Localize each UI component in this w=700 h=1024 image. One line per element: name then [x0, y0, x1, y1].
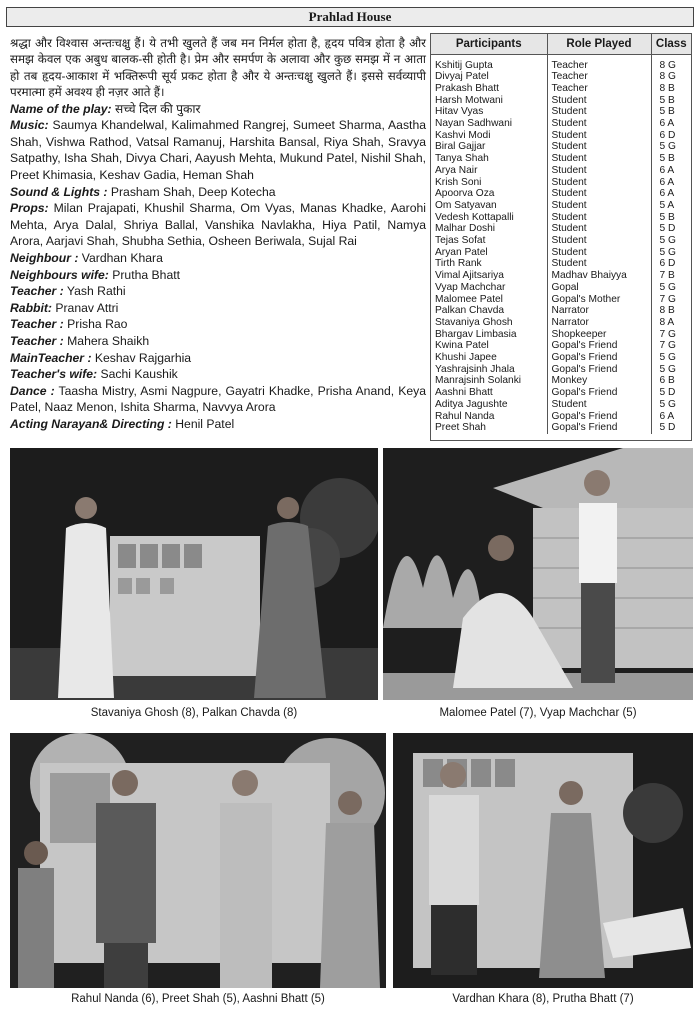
class-cell: 5 G	[659, 281, 676, 293]
credit-line	[10, 200, 426, 250]
table-row	[431, 130, 691, 142]
credit-label: Props:	[10, 201, 49, 216]
credit-line	[10, 366, 426, 383]
credit-line	[10, 101, 426, 118]
role-played: Student	[547, 106, 651, 118]
class-cell: 5 B	[659, 153, 675, 165]
column-header-role: Role Played	[547, 34, 651, 54]
participant-name: Vimal Ajitsariya	[431, 270, 547, 282]
role-played: Student	[547, 153, 651, 165]
participant-name: Vedesh Kottapalli	[431, 212, 547, 224]
credit-label: MainTeacher :	[10, 350, 92, 365]
credit-value: Mahera Shaikh	[63, 333, 150, 348]
role-played: Gopal's Friend	[547, 364, 651, 376]
credit-line	[10, 267, 426, 284]
class-cell: 8 G	[659, 71, 676, 83]
page-header	[6, 7, 694, 27]
credit-value: Keshav Rajgarhia	[91, 350, 192, 365]
class-cell: 5 B	[659, 211, 675, 223]
participant-name: Stavaniya Ghosh	[431, 317, 547, 329]
class-cell: 7 G	[659, 340, 676, 352]
credit-value: सच्चे दिल की पुकार	[111, 101, 201, 116]
participant-name: Tejas Sofat	[431, 235, 547, 247]
role-played: Student	[547, 212, 651, 224]
credit-line	[10, 117, 426, 183]
table-row	[431, 188, 691, 200]
class-cell: 7 B	[659, 270, 675, 282]
credit-label: Teacher :	[10, 317, 64, 332]
credit-value: Sachi Kaushik	[97, 367, 178, 382]
role-played: Narrator	[547, 317, 651, 329]
table-row	[431, 165, 691, 177]
photo-caption-1: Stavaniya Ghosh (8), Palkan Chavda (8)	[90, 707, 298, 719]
participant-name: Bhargav Limbasia	[431, 329, 547, 341]
role-played: Gopal	[547, 282, 651, 294]
credit-value: Prasham Shah, Deep Kotecha	[107, 184, 276, 199]
role-played: Teacher	[547, 71, 651, 83]
class-cell: 7 G	[659, 293, 676, 305]
table-row	[431, 352, 691, 364]
credit-line	[10, 383, 426, 416]
table-row	[431, 317, 691, 329]
participant-name: Malhar Doshi	[431, 223, 547, 235]
participant-name: Aryan Patel	[431, 247, 547, 259]
participant-name: Biral Gajjar	[431, 141, 547, 153]
table-header-row	[431, 34, 691, 54]
role-played: Gopal's Friend	[547, 411, 651, 423]
credit-label: Teacher :	[10, 284, 64, 299]
credit-label: Teacher's wife:	[10, 367, 98, 382]
credit-value: Yash Rathi	[63, 284, 126, 299]
credit-label: Teacher :	[10, 333, 64, 348]
participant-name: Yashrajsinh Jhala	[431, 364, 547, 376]
table-row	[431, 364, 691, 376]
role-played: Monkey	[547, 375, 651, 387]
credit-value: Prutha Bhatt	[108, 267, 180, 282]
table-row	[431, 282, 691, 294]
participant-name: Aditya Jagushte	[431, 399, 547, 411]
class-cell: 5 A	[659, 199, 675, 211]
house-title: Prahlad House	[308, 9, 392, 24]
table-row	[431, 83, 691, 95]
credit-label: Sound & Lights :	[10, 184, 108, 199]
credit-label: Name of the play:	[10, 101, 112, 116]
role-played: Student	[547, 141, 651, 153]
participant-name: Manrajsinh Solanki	[431, 375, 547, 387]
table-row	[431, 153, 691, 165]
participant-name: Aashni Bhatt	[431, 387, 547, 399]
credit-value: Prisha Rao	[63, 317, 128, 332]
participants-table	[430, 33, 692, 441]
role-played: Narrator	[547, 305, 651, 317]
column-header-class: Class	[651, 34, 691, 54]
participant-name: Om Satyavan	[431, 200, 547, 212]
role-played: Gopal's Friend	[547, 340, 651, 352]
photo-caption-2: Malomee Patel (7), Vyap Machchar (5)	[439, 707, 637, 719]
role-played: Student	[547, 258, 651, 270]
credit-line	[10, 300, 426, 317]
table-row	[431, 235, 691, 247]
credit-line	[10, 184, 426, 201]
role-played: Teacher	[547, 83, 651, 95]
participant-name: Arya Nair	[431, 165, 547, 177]
class-cell: 5 D	[659, 422, 676, 434]
class-cell: 5 D	[659, 387, 676, 399]
class-cell: 6 A	[659, 188, 675, 200]
role-played: Gopal's Friend	[547, 387, 651, 399]
stage-photo-4	[393, 733, 693, 988]
role-played: Teacher	[547, 54, 651, 71]
table-row	[431, 294, 691, 306]
credit-value: Vardhan Khara	[78, 250, 163, 265]
class-cell: 5 G	[659, 398, 676, 410]
photo-caption-3: Rahul Nanda (6), Preet Shah (5), Aashni Bhatt (5)	[71, 993, 325, 1005]
class-cell: 5 B	[659, 106, 675, 118]
role-played: Shopkeeper	[547, 329, 651, 341]
class-cell: 5 G	[659, 363, 676, 375]
table-row	[431, 387, 691, 399]
intro-paragraph: श्रद्धा और विश्वास अन्तःचक्षु हैं। ये तभी खुलते हैं जब मन निर्मल होता है, हृदय पवित्र होता है और समझ केवल एक अबुध बालक-सी होती है। प्रेम और समर्पण के अलावा और कुछ समझ में न आता हो तब हृदय-आकाश में भक्तिरूपी सूर्य प्रकट होता है और ये अन्तःचक्षु खुलते हैं। इससे सर्वव्यापी परमात्मा हमें अवश्य ही नज़र आते हैं।	[10, 36, 426, 100]
class-cell: 6 A	[659, 410, 675, 422]
class-cell: 6 A	[659, 176, 675, 188]
role-played: Student	[547, 223, 651, 235]
class-cell: 8 A	[659, 316, 675, 328]
participant-name: Palkan Chavda	[431, 305, 547, 317]
class-cell: 8 G	[659, 59, 676, 71]
role-played: Student	[547, 177, 651, 189]
credit-label: Dance :	[10, 383, 55, 398]
table-row	[431, 212, 691, 224]
class-cell: 5 G	[659, 246, 676, 258]
role-played: Gopal's Friend	[547, 352, 651, 364]
role-played: Student	[547, 118, 651, 130]
table-row	[431, 54, 691, 71]
participant-name: Nayan Sadhwani	[431, 118, 547, 130]
table-row	[431, 340, 691, 352]
role-played: Student	[547, 95, 651, 107]
table-row	[431, 141, 691, 153]
table-row	[431, 422, 691, 434]
table-row	[431, 177, 691, 189]
participant-name: Tanya Shah	[431, 153, 547, 165]
credits-list	[10, 101, 426, 433]
photo-caption-4: Vardhan Khara (8), Prutha Bhatt (7)	[452, 993, 634, 1005]
credit-value: Saumya Khandelwal, Kalimahmed Rangrej, Sumeet Sharma, Aastha Shah, Vishwa Rathod, Vatsal Ramanuj, Harshita Bansal, Riya Shah, Sravya Satpathy, Isha Shah, Divya Chari, Aayush Mehta, Mukund Patel, Nishil Shah, Preet Khimasia, Keshav Gadia, Heman Shah	[10, 118, 426, 182]
participant-name: Krish Soni	[431, 177, 547, 189]
credit-line	[10, 416, 426, 433]
credit-value: Milan Prajapati, Khushil Sharma, Om Vyas, Manas Khadke, Aarohi Mehta, Arya Dalal, Shriya Ballal, Vanshika Navlakha, Hiya Patil, Namya Arora, Aarjavi Shah, Shubha Sethia, Osheen Beriwala, Sujal Rai	[10, 201, 426, 249]
credit-label: Music:	[10, 118, 49, 133]
table-row	[431, 247, 691, 259]
credits-column	[10, 35, 426, 433]
stage-photo-2	[383, 448, 693, 700]
class-cell: 5 G	[659, 235, 676, 247]
credit-line	[10, 250, 426, 267]
role-played: Gopal's Friend	[547, 422, 651, 434]
role-played: Student	[547, 188, 651, 200]
class-cell: 6 A	[659, 118, 675, 130]
participant-name: Malomee Patel	[431, 294, 547, 306]
participant-name: Hitav Vyas	[431, 106, 547, 118]
participant-name: Kwina Patel	[431, 340, 547, 352]
class-cell: 6 B	[659, 375, 675, 387]
credit-label: Neighbours wife:	[10, 267, 109, 282]
credit-line	[10, 333, 426, 350]
table-row	[431, 106, 691, 118]
table-row	[431, 118, 691, 130]
credit-label: Rabbit:	[10, 300, 52, 315]
table-row	[431, 411, 691, 423]
credit-line	[10, 283, 426, 300]
class-cell: 7 G	[659, 328, 676, 340]
table-row	[431, 258, 691, 270]
participant-name: Vyap Machchar	[431, 282, 547, 294]
participant-name: Rahul Nanda	[431, 411, 547, 423]
class-cell: 6 A	[659, 164, 675, 176]
role-played: Student	[547, 247, 651, 259]
table-row	[431, 375, 691, 387]
class-cell: 6 D	[659, 258, 676, 270]
role-played: Student	[547, 399, 651, 411]
table-row	[431, 399, 691, 411]
role-played: Student	[547, 235, 651, 247]
credit-line	[10, 316, 426, 333]
class-cell: 6 D	[659, 129, 676, 141]
table-row	[431, 270, 691, 282]
table-row	[431, 223, 691, 235]
participant-name: Preet Shah	[431, 422, 547, 434]
participant-name: Khushi Japee	[431, 352, 547, 364]
class-cell: 5 G	[659, 141, 676, 153]
credit-label: Neighbour :	[10, 250, 79, 265]
credit-line	[10, 350, 426, 367]
role-played: Student	[547, 130, 651, 142]
credit-label: Acting Narayan& Directing :	[10, 416, 172, 431]
class-cell: 5 B	[659, 94, 675, 106]
column-header-participants: Participants	[431, 34, 547, 54]
table-row	[431, 95, 691, 107]
role-played: Student	[547, 200, 651, 212]
credit-value: Henil Patel	[171, 416, 235, 431]
participant-name: Tirth Rank	[431, 258, 547, 270]
table-row	[431, 71, 691, 83]
credit-value: Taasha Mistry, Asmi Nagpure, Gayatri Khadke, Prisha Anand, Keya Patel, Naaz Menon, Ishita Sharma, Navvya Arora	[10, 383, 426, 415]
role-played: Gopal's Mother	[547, 294, 651, 306]
role-played: Madhav Bhaiyya	[547, 270, 651, 282]
table-row	[431, 329, 691, 341]
class-cell: 8 B	[659, 305, 675, 317]
stage-photo-1	[10, 448, 378, 700]
credit-value: Pranav Attri	[51, 300, 119, 315]
participant-name: Apoorva Oza	[431, 188, 547, 200]
class-cell: 5 G	[659, 352, 676, 364]
stage-photo-3	[10, 733, 386, 988]
class-cell: 8 B	[659, 82, 675, 94]
role-played: Student	[547, 165, 651, 177]
participant-name: Harsh Motwani	[431, 95, 547, 107]
table-row	[431, 305, 691, 317]
class-cell: 5 D	[659, 223, 676, 235]
participant-name: Divyaj Patel	[431, 71, 547, 83]
participant-name: Kashvi Modi	[431, 130, 547, 142]
participant-name: Prakash Bhatt	[431, 83, 547, 95]
participant-name: Kshitij Gupta	[431, 54, 547, 71]
table-row	[431, 200, 691, 212]
